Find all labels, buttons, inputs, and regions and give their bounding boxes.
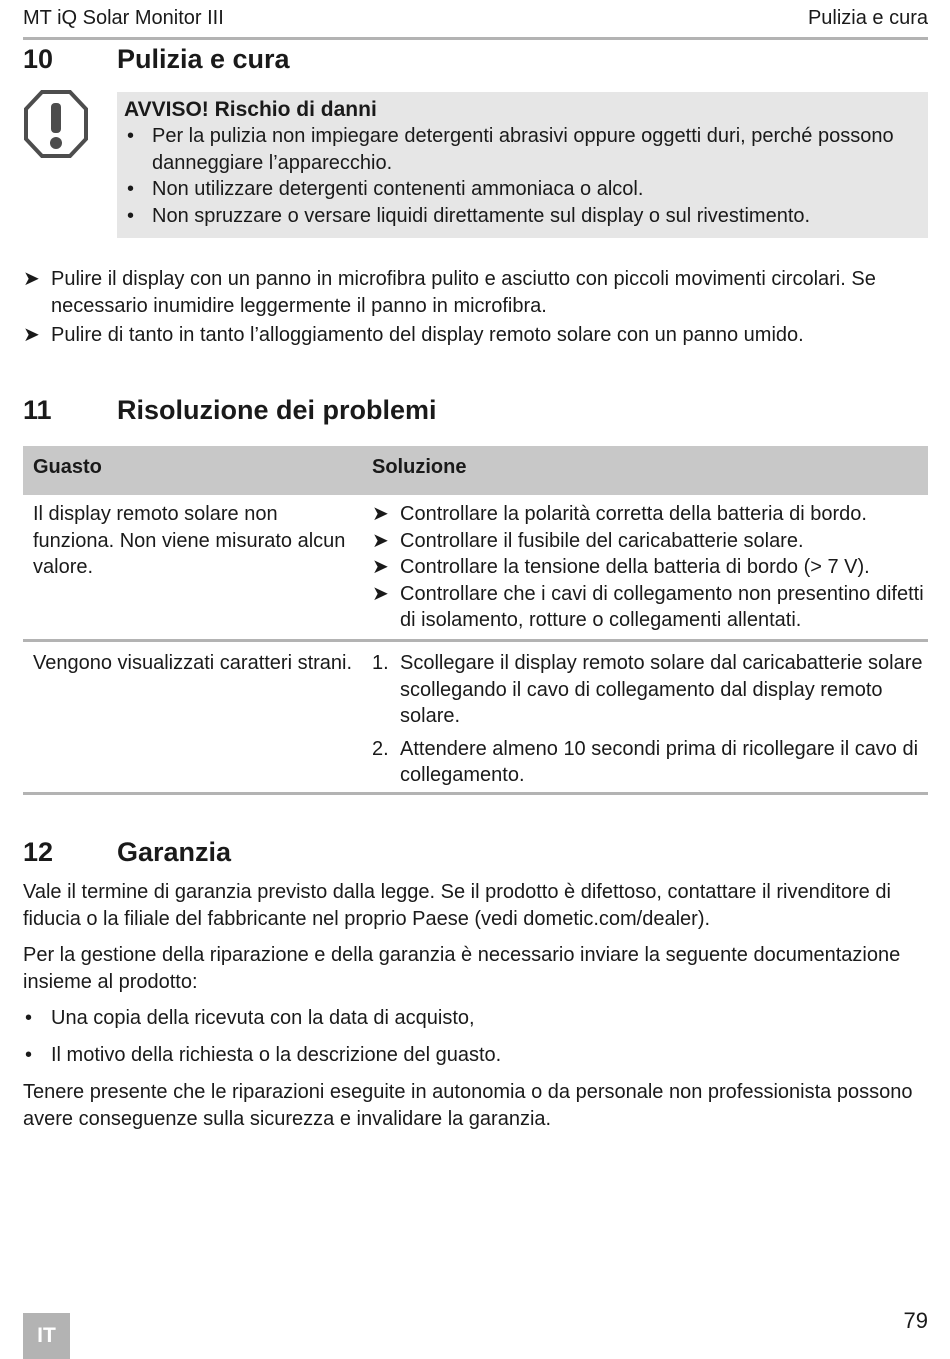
section-title: Risoluzione dei problemi (117, 395, 437, 425)
solution-item (372, 528, 928, 555)
solution-item (372, 581, 928, 634)
troubleshooting-table (23, 446, 928, 795)
solution-text: Controllare il fusibile del caricabatterie solare. (400, 529, 804, 552)
section-number: 12 (23, 837, 54, 867)
solution-item (372, 501, 928, 528)
arrow-icon: ➤ (372, 529, 389, 552)
notice-item: • Non spruzzare o versare liquidi direttamente sul display o sul rivestimento. (124, 203, 920, 230)
cleaning-step (23, 266, 928, 319)
step-text: Scollegare il display remoto solare dal caricabatterie solare scollegando il cavo di collegamento dal display remoto solare. (400, 652, 923, 727)
warranty-item: • Il motivo della richiesta o la descrizione del guasto. (23, 1042, 928, 1069)
notice-list (124, 123, 920, 229)
notice-box (117, 92, 928, 238)
exclamation-octagon-icon (23, 89, 89, 159)
section-number: 11 (23, 395, 52, 425)
section-number: 10 (23, 44, 54, 74)
solution-text: Controllare che i cavi di collegamento non presentino difetti di isolamento, rotture o collegamenti allentati. (400, 582, 924, 631)
warranty-paragraph: Tenere presente che le riparazioni eseguite in autonomia o da personale non professionista possono avere conseguenze sulla sicurezza e invalidare la garanzia. (23, 1081, 913, 1130)
solution-step (372, 736, 928, 789)
section-title: Garanzia (117, 837, 232, 867)
solution-item (372, 554, 928, 581)
arrow-icon: ➤ (372, 582, 389, 605)
solution-cell (372, 501, 928, 634)
notice-item: • Per la pulizia non impiegare detergenti abrasivi oppure oggetti duri, perché possono danneggiare l’apparecchio. (124, 123, 920, 176)
cleaning-steps (23, 266, 928, 352)
header-solution: Soluzione (372, 456, 467, 478)
warranty-item: • Una copia della ricevuta con la data di acquisto, (23, 1005, 928, 1032)
arrow-icon: ➤ (372, 556, 389, 578)
fault-cell: Il display remoto solare non funziona. Non viene misurato alcun valore. (33, 503, 346, 578)
header-section: Pulizia e cura (807, 7, 928, 29)
step-text: Pulire il display con un panno in microfibra pulito e asciutto con piccoli movimenti circolari. Se necessario inumidire leggermente il panno in microfibra. (51, 268, 876, 317)
cleaning-step (23, 322, 928, 349)
warranty-paragraph: Per la gestione della riparazione e della garanzia è necessario inviare la seguente documentazione insieme al prodotto: (23, 944, 901, 993)
arrow-icon: ➤ (372, 503, 389, 525)
solution-steps (372, 650, 928, 789)
fault-cell: Vengono visualizzati caratteri strani. (33, 652, 353, 674)
step-text: Pulire di tanto in tanto l’alloggiamento del display remoto solare con un panno umido. (51, 324, 804, 346)
manual-page (23, 0, 928, 1359)
solution-text: Controllare la polarità corretta della batteria di bordo. (400, 503, 867, 525)
header-rule (23, 37, 928, 40)
table-row (23, 495, 928, 639)
solution-cell (372, 650, 928, 795)
step-number: 2. (372, 737, 389, 760)
solution-text: Controllare la tensione della batteria di bordo (> 7 V). (400, 556, 870, 578)
page-number: 79 (903, 1308, 928, 1333)
warranty-list (23, 1005, 928, 1078)
solution-step (372, 650, 928, 730)
step-text: Attendere almeno 10 secondi prima di ricollegare il cavo di collegamento. (400, 737, 919, 786)
header-product: MT iQ Solar Monitor III (23, 7, 224, 29)
language-tab: IT (23, 1313, 70, 1359)
notice-item: • Non utilizzare detergenti contenenti ammoniaca o alcol. (124, 176, 920, 203)
running-header (23, 7, 928, 35)
section-title: Pulizia e cura (117, 44, 290, 74)
step-number: 1. (372, 652, 389, 674)
warranty-paragraph: Vale il termine di garanzia previsto dalla legge. Se il prodotto è difettoso, contattare il rivenditore di fiducia o la filiale del fabbricante nel proprio Paese (vedi dometic.com/dealer). (23, 881, 891, 930)
arrow-icon: ➤ (23, 268, 40, 290)
arrow-icon: ➤ (23, 324, 40, 346)
notice-title: AVVISO! Rischio di danni (124, 98, 377, 121)
table-header (23, 446, 928, 495)
solution-list (372, 501, 928, 634)
header-fault: Guasto (33, 456, 102, 478)
table-row (23, 642, 928, 792)
